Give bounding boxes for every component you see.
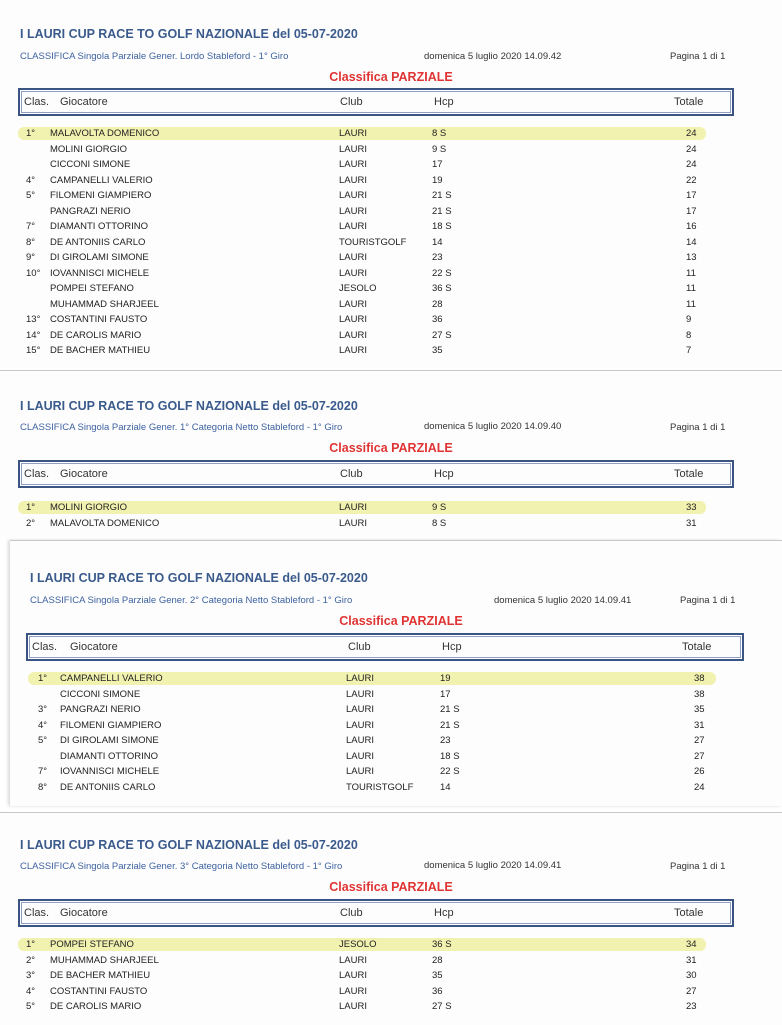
header-player: Giocatore <box>60 96 108 108</box>
hcp-cell: 19 <box>432 174 443 186</box>
table-row <box>0 345 782 359</box>
table-row <box>0 159 782 173</box>
player-cell: FILOMENI GIAMPIERO <box>60 719 162 731</box>
hcp-cell: 14 <box>432 236 443 248</box>
table-row <box>0 221 782 235</box>
rank-cell: 8° <box>26 236 36 248</box>
hcp-cell: 28 <box>432 954 443 966</box>
player-cell: COSTANTINI FAUSTO <box>50 314 148 325</box>
hcp-cell: 19 <box>440 673 451 684</box>
total-cell: 38 <box>694 673 705 684</box>
hcp-cell: 36 <box>432 314 443 325</box>
total-cell: 13 <box>686 252 697 263</box>
total-cell: 33 <box>686 502 697 513</box>
club-cell: LAURI <box>339 345 367 356</box>
table-row <box>0 268 782 282</box>
hcp-cell: 17 <box>440 688 451 700</box>
table-row <box>0 128 782 142</box>
total-cell: 24 <box>686 128 697 139</box>
hcp-cell: 23 <box>440 735 451 746</box>
header-club: Club <box>340 468 363 480</box>
club-cell: LAURI <box>339 143 367 155</box>
table-row <box>10 766 782 780</box>
header-pos: Clas. <box>24 468 50 480</box>
rank-cell: 2° <box>26 954 36 966</box>
rank-cell: 10° <box>26 267 41 279</box>
player-cell: POMPEI STEFANO <box>50 283 134 294</box>
rank-cell: 5° <box>26 1001 36 1012</box>
table-row <box>0 237 782 251</box>
club-cell: TOURISTGOLF <box>346 781 414 793</box>
player-cell: PANGRAZI NERIO <box>50 205 131 217</box>
table-row <box>0 144 782 158</box>
player-cell: IOVANNISCI MICHELE <box>50 267 150 279</box>
classification-heading: Classifica PARZIALE <box>339 614 463 628</box>
table-row <box>0 518 782 532</box>
page-number: Pagina 1 di 1 <box>670 51 726 62</box>
player-cell: PANGRAZI NERIO <box>60 704 141 715</box>
club-cell: LAURI <box>339 970 367 981</box>
hcp-cell: 36 <box>432 985 443 997</box>
table-row <box>0 1001 782 1015</box>
rank-cell: 2° <box>26 517 36 529</box>
total-cell: 31 <box>686 517 697 529</box>
total-cell: 11 <box>686 267 696 279</box>
section-title: I LAURI CUP RACE TO GOLF NAZIONALE del 05-07-2020 <box>20 399 358 413</box>
rank-cell: 4° <box>38 719 48 731</box>
club-cell: LAURI <box>339 190 367 201</box>
total-cell: 24 <box>686 159 697 170</box>
section-subtitle: CLASSIFICA Singola Parziale Gener. 3° Categoria Netto Stableford - 1° Giro <box>20 861 343 872</box>
total-cell: 38 <box>694 688 705 700</box>
club-cell: LAURI <box>339 174 367 186</box>
header-club: Club <box>340 907 363 919</box>
leaderboard-section-cat2 <box>10 540 782 806</box>
table-header <box>26 633 744 661</box>
table-row <box>0 970 782 984</box>
club-cell: TOURISTGOLF <box>339 236 407 248</box>
club-cell: LAURI <box>339 517 367 529</box>
table-row <box>0 190 782 204</box>
table-row <box>0 206 782 220</box>
rank-cell: 1° <box>26 128 36 139</box>
header-hcp: Hcp <box>434 468 454 480</box>
total-cell: 24 <box>694 781 705 793</box>
hcp-cell: 9 S <box>432 502 447 513</box>
rank-cell: 7° <box>38 766 48 777</box>
hcp-cell: 27 S <box>432 1001 452 1012</box>
total-cell: 23 <box>686 1001 697 1012</box>
section-title: I LAURI CUP RACE TO GOLF NAZIONALE del 05-07-2020 <box>30 571 368 585</box>
total-cell: 27 <box>686 985 697 997</box>
total-cell: 9 <box>686 314 692 325</box>
total-cell: 22 <box>686 174 697 186</box>
club-cell: LAURI <box>339 1001 367 1012</box>
total-cell: 35 <box>694 704 705 715</box>
hcp-cell: 17 <box>432 159 443 170</box>
header-total: Totale <box>674 468 704 480</box>
player-cell: MALAVOLTA DOMENICO <box>50 128 160 139</box>
player-cell: MUHAMMAD SHARJEEL <box>50 954 159 966</box>
player-cell: CICCONI SIMONE <box>50 159 131 170</box>
club-cell: LAURI <box>339 329 367 341</box>
club-cell: LAURI <box>346 719 374 731</box>
table-row <box>10 735 782 749</box>
rank-cell: 14° <box>26 329 41 341</box>
rank-cell: 4° <box>26 174 36 186</box>
table-header <box>18 460 734 488</box>
table-header <box>18 899 734 927</box>
club-cell: LAURI <box>339 221 367 232</box>
table-row <box>0 283 782 297</box>
club-cell: JESOLO <box>339 283 377 294</box>
hcp-cell: 23 <box>432 252 443 263</box>
header-club: Club <box>340 96 363 108</box>
table-row <box>10 782 782 796</box>
hcp-cell: 28 <box>432 298 443 310</box>
header-club: Club <box>348 641 371 653</box>
table-row <box>0 175 782 189</box>
total-cell: 26 <box>694 766 705 777</box>
rank-cell: 4° <box>26 985 36 997</box>
club-cell: LAURI <box>339 954 367 966</box>
hcp-cell: 18 S <box>440 750 460 762</box>
hcp-cell: 9 S <box>432 143 447 155</box>
player-cell: DE ANTONIIS CARLO <box>60 781 156 793</box>
table-row <box>0 330 782 344</box>
player-cell: MUHAMMAD SHARJEEL <box>50 298 159 310</box>
total-cell: 30 <box>686 970 697 981</box>
table-row <box>0 986 782 1000</box>
header-total: Totale <box>682 641 712 653</box>
hcp-cell: 21 S <box>440 719 460 731</box>
player-cell: DIAMANTI OTTORINO <box>60 750 158 762</box>
table-row <box>0 939 782 953</box>
section-subtitle: CLASSIFICA Singola Parziale Gener. 1° Categoria Netto Stableford - 1° Giro <box>20 422 343 433</box>
rank-cell: 3° <box>26 970 36 981</box>
player-cell: POMPEI STEFANO <box>50 939 134 950</box>
rank-cell: 8° <box>38 781 48 793</box>
total-cell: 14 <box>686 236 697 248</box>
player-cell: CAMPANELLI VALERIO <box>60 673 163 684</box>
player-cell: DE ANTONIIS CARLO <box>50 236 146 248</box>
print-date: domenica 5 luglio 2020 14.09.41 <box>494 595 632 606</box>
total-cell: 31 <box>694 719 705 731</box>
player-cell: DI GIROLAMI SIMONE <box>60 735 159 746</box>
leaderboard-section-cat3 <box>0 812 782 1025</box>
table-row <box>0 314 782 328</box>
header-hcp: Hcp <box>434 907 454 919</box>
rank-cell: 15° <box>26 345 41 356</box>
total-cell: 7 <box>686 345 692 356</box>
hcp-cell: 35 <box>432 345 443 356</box>
header-total: Totale <box>674 907 704 919</box>
page-number: Pagina 1 di 1 <box>670 422 726 433</box>
player-cell: IOVANNISCI MICHELE <box>60 766 160 777</box>
section-subtitle: CLASSIFICA Singola Parziale Gener. 2° Categoria Netto Stableford - 1° Giro <box>30 595 353 606</box>
total-cell: 27 <box>694 735 705 746</box>
classification-heading: Classifica PARZIALE <box>329 441 453 455</box>
hcp-cell: 14 <box>440 781 451 793</box>
club-cell: LAURI <box>339 159 367 170</box>
header-hcp: Hcp <box>442 641 462 653</box>
total-cell: 34 <box>686 939 697 950</box>
leaderboard-section-lordo <box>0 0 782 368</box>
player-cell: MOLINI GIORGIO <box>50 502 128 513</box>
header-pos: Clas. <box>24 96 50 108</box>
hcp-cell: 18 S <box>432 221 452 232</box>
total-cell: 16 <box>686 221 697 232</box>
club-cell: LAURI <box>339 267 367 279</box>
player-cell: DI GIROLAMI SIMONE <box>50 252 149 263</box>
club-cell: LAURI <box>339 205 367 217</box>
club-cell: LAURI <box>339 298 367 310</box>
club-cell: LAURI <box>346 688 374 700</box>
rank-cell: 13° <box>26 314 41 325</box>
club-cell: LAURI <box>346 766 374 777</box>
club-cell: JESOLO <box>339 939 377 950</box>
table-header <box>18 88 734 116</box>
total-cell: 11 <box>686 283 696 294</box>
player-cell: DE BACHER MATHIEU <box>50 970 151 981</box>
rank-cell: 3° <box>38 704 48 715</box>
header-hcp: Hcp <box>434 96 454 108</box>
player-cell: COSTANTINI FAUSTO <box>50 985 148 997</box>
print-date: domenica 5 luglio 2020 14.09.40 <box>424 421 562 432</box>
rank-cell: 1° <box>38 673 48 684</box>
hcp-cell: 35 <box>432 970 443 981</box>
player-cell: CAMPANELLI VALERIO <box>50 174 153 186</box>
hcp-cell: 22 S <box>432 267 452 279</box>
club-cell: LAURI <box>339 128 367 139</box>
club-cell: LAURI <box>346 750 374 762</box>
table-row <box>0 252 782 266</box>
hcp-cell: 21 S <box>432 205 452 217</box>
table-row <box>10 689 782 703</box>
classification-heading: Classifica PARZIALE <box>329 880 453 894</box>
player-cell: DIAMANTI OTTORINO <box>50 221 148 232</box>
classification-heading: Classifica PARZIALE <box>329 70 453 84</box>
club-cell: LAURI <box>339 314 367 325</box>
total-cell: 11 <box>686 298 696 310</box>
club-cell: LAURI <box>346 673 374 684</box>
player-cell: CICCONI SIMONE <box>60 688 141 700</box>
page-number: Pagina 1 di 1 <box>680 595 736 606</box>
club-cell: LAURI <box>339 502 367 513</box>
rank-cell: 1° <box>26 939 36 950</box>
table-row <box>10 751 782 765</box>
table-row <box>0 299 782 313</box>
print-date: domenica 5 luglio 2020 14.09.41 <box>424 860 562 871</box>
player-cell: DE BACHER MATHIEU <box>50 345 151 356</box>
club-cell: LAURI <box>346 704 374 715</box>
hcp-cell: 21 S <box>432 190 452 201</box>
hcp-cell: 21 S <box>440 704 460 715</box>
rank-cell: 9° <box>26 252 36 263</box>
header-total: Totale <box>674 96 704 108</box>
club-cell: LAURI <box>339 985 367 997</box>
header-player: Giocatore <box>70 641 118 653</box>
table-row <box>0 955 782 969</box>
total-cell: 27 <box>694 750 705 762</box>
total-cell: 17 <box>686 190 697 201</box>
hcp-cell: 36 S <box>432 939 452 950</box>
rank-cell: 5° <box>26 190 36 201</box>
club-cell: LAURI <box>346 735 374 746</box>
total-cell: 24 <box>686 143 697 155</box>
player-cell: FILOMENI GIAMPIERO <box>50 190 152 201</box>
section-subtitle: CLASSIFICA Singola Parziale Gener. Lordo Stableford - 1° Giro <box>20 51 289 62</box>
player-cell: DE CAROLIS MARIO <box>50 1001 142 1012</box>
header-pos: Clas. <box>24 907 50 919</box>
hcp-cell: 8 S <box>432 517 447 529</box>
table-row <box>10 720 782 734</box>
table-row <box>10 704 782 718</box>
rank-cell: 5° <box>38 735 48 746</box>
rank-cell: 1° <box>26 502 36 513</box>
print-date: domenica 5 luglio 2020 14.09.42 <box>424 51 562 62</box>
table-row <box>0 502 782 516</box>
section-title: I LAURI CUP RACE TO GOLF NAZIONALE del 05-07-2020 <box>20 838 358 852</box>
rank-cell: 7° <box>26 221 36 232</box>
player-cell: MOLINI GIORGIO <box>50 143 128 155</box>
hcp-cell: 8 S <box>432 128 447 139</box>
hcp-cell: 27 S <box>432 329 452 341</box>
player-cell: DE CAROLIS MARIO <box>50 329 142 341</box>
leaderboard-section-cat1 <box>0 370 782 537</box>
total-cell: 8 <box>686 329 692 341</box>
player-cell: MALAVOLTA DOMENICO <box>50 517 160 529</box>
header-player: Giocatore <box>60 907 108 919</box>
header-pos: Clas. <box>32 641 58 653</box>
total-cell: 17 <box>686 205 697 217</box>
total-cell: 31 <box>686 954 697 966</box>
table-row <box>10 673 782 687</box>
hcp-cell: 36 S <box>432 283 452 294</box>
page-number: Pagina 1 di 1 <box>670 861 726 872</box>
section-title: I LAURI CUP RACE TO GOLF NAZIONALE del 05-07-2020 <box>20 27 358 41</box>
hcp-cell: 22 S <box>440 766 460 777</box>
header-player: Giocatore <box>60 468 108 480</box>
club-cell: LAURI <box>339 252 367 263</box>
